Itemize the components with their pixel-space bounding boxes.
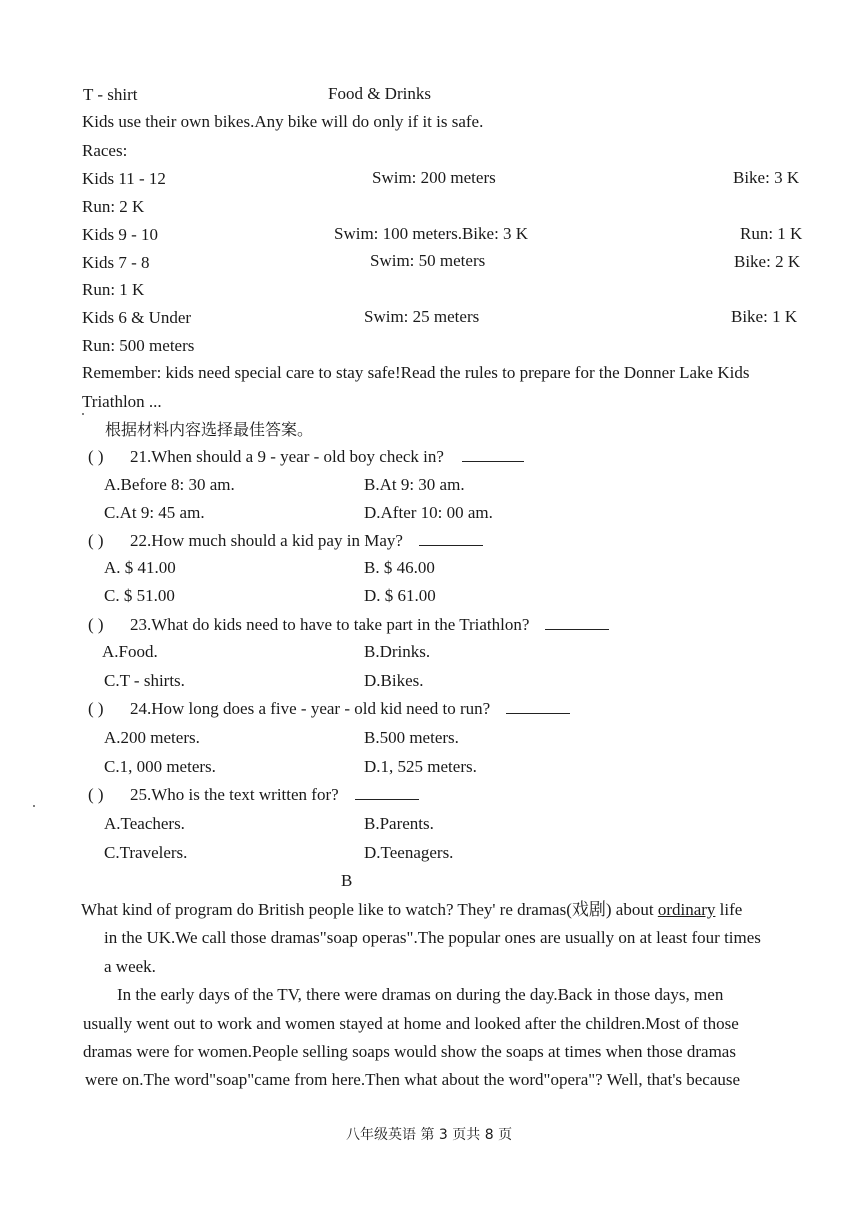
race-group: Kids 9 - 10 xyxy=(82,225,159,244)
passage-line: In the early days of the TV, there were dramas on during the day.Back in those days, men xyxy=(117,985,724,1004)
underlined-word: ordinary xyxy=(657,900,716,919)
option: A. $ 41.00 xyxy=(104,558,176,577)
races-label: Races: xyxy=(82,141,128,160)
option: B. $ 46.00 xyxy=(364,558,435,577)
race-bike: Bike: 2 K xyxy=(734,252,801,271)
race-run: Run: 500 meters xyxy=(82,336,195,355)
option: C.T - shirts. xyxy=(104,671,185,690)
option: A.Teachers. xyxy=(104,814,185,833)
option: C.Travelers. xyxy=(104,843,188,862)
answer-paren: ( ) xyxy=(88,785,104,804)
scan-speck xyxy=(33,805,35,807)
remember-line: Remember: kids need special care to stay safe!Read the rules to prepare for the Donner Lake Kids xyxy=(82,363,750,382)
remember-line: Triathlon ... xyxy=(82,392,162,411)
section-heading: B xyxy=(341,871,353,890)
race-swim: Swim: 100 meters.Bike: 3 K xyxy=(334,224,529,243)
bike-note: Kids use their own bikes.Any bike will do only if it is safe. xyxy=(82,112,484,131)
answer-blank xyxy=(355,785,419,800)
option: D.After 10: 00 am. xyxy=(364,503,493,522)
answer-paren: ( ) xyxy=(88,699,104,718)
answer-paren: ( ) xyxy=(88,531,104,550)
answer-blank xyxy=(506,699,570,714)
answer-blank xyxy=(545,615,609,630)
passage-line: in the UK.We call those dramas"soap operas".The popular ones are usually on at least four times xyxy=(104,928,761,947)
answer-blank xyxy=(462,447,524,462)
question-text: 24.How long does a five - year - old kid need to run? xyxy=(130,698,570,720)
race-run: Run: 1 K xyxy=(82,280,145,299)
race-group: Kids 7 - 8 xyxy=(82,253,150,272)
question-text: 22.How much should a kid pay in May? xyxy=(130,530,483,552)
item-tshirt: T - shirt xyxy=(83,85,138,104)
option: A.Food. xyxy=(102,642,158,661)
scan-speck xyxy=(82,413,84,415)
page-footer: 八年级英语 第 3 页共 8 页 xyxy=(346,1127,513,1143)
option: C.1, 000 meters. xyxy=(104,757,216,776)
option: A.Before 8: 30 am. xyxy=(104,475,235,494)
option: D.Bikes. xyxy=(364,671,424,690)
race-run: Run: 1 K xyxy=(740,224,803,243)
option: B.Parents. xyxy=(364,814,434,833)
option: B.500 meters. xyxy=(364,728,459,747)
option: A.200 meters. xyxy=(104,728,200,747)
option: B.At 9: 30 am. xyxy=(364,475,465,494)
race-run: Run: 2 K xyxy=(82,197,145,216)
passage-line: were on.The word"soap"came from here.Then what about the word"opera"? Well, that's because xyxy=(85,1070,741,1089)
passage-line: a week. xyxy=(104,957,156,976)
question-text: 21.When should a 9 - year - old boy check in? xyxy=(130,446,524,468)
answer-paren: ( ) xyxy=(88,447,104,466)
instruction: 根据材料内容选择最佳答案。 xyxy=(105,420,314,439)
passage-line: What kind of program do British people like to watch? They' re dramas(戏剧) about ordinary life xyxy=(81,900,743,919)
race-bike: Bike: 3 K xyxy=(733,168,800,187)
option: D. $ 61.00 xyxy=(364,586,436,605)
race-swim: Swim: 25 meters xyxy=(364,307,480,326)
passage-line: usually went out to work and women stayed at home and looked after the children.Most of those xyxy=(83,1014,739,1033)
race-swim: Swim: 200 meters xyxy=(372,168,496,187)
race-bike: Bike: 1 K xyxy=(731,307,798,326)
option: D.1, 525 meters. xyxy=(364,757,477,776)
passage-line: dramas were for women.People selling soaps would show the soaps at times when those dramas xyxy=(83,1042,736,1061)
question-text: 23.What do kids need to have to take part in the Triathlon? xyxy=(130,614,609,636)
item-food-drinks: Food & Drinks xyxy=(328,84,431,103)
question-text: 25.Who is the text written for? xyxy=(130,784,419,806)
answer-blank xyxy=(419,531,483,546)
race-swim: Swim: 50 meters xyxy=(370,251,486,270)
race-group: Kids 6 & Under xyxy=(82,308,192,327)
answer-paren: ( ) xyxy=(88,615,104,634)
option: C. $ 51.00 xyxy=(104,586,175,605)
option: B.Drinks. xyxy=(364,642,431,661)
option: D.Teenagers. xyxy=(364,843,454,862)
option: C.At 9: 45 am. xyxy=(104,503,205,522)
race-group: Kids 11 - 12 xyxy=(82,169,166,188)
